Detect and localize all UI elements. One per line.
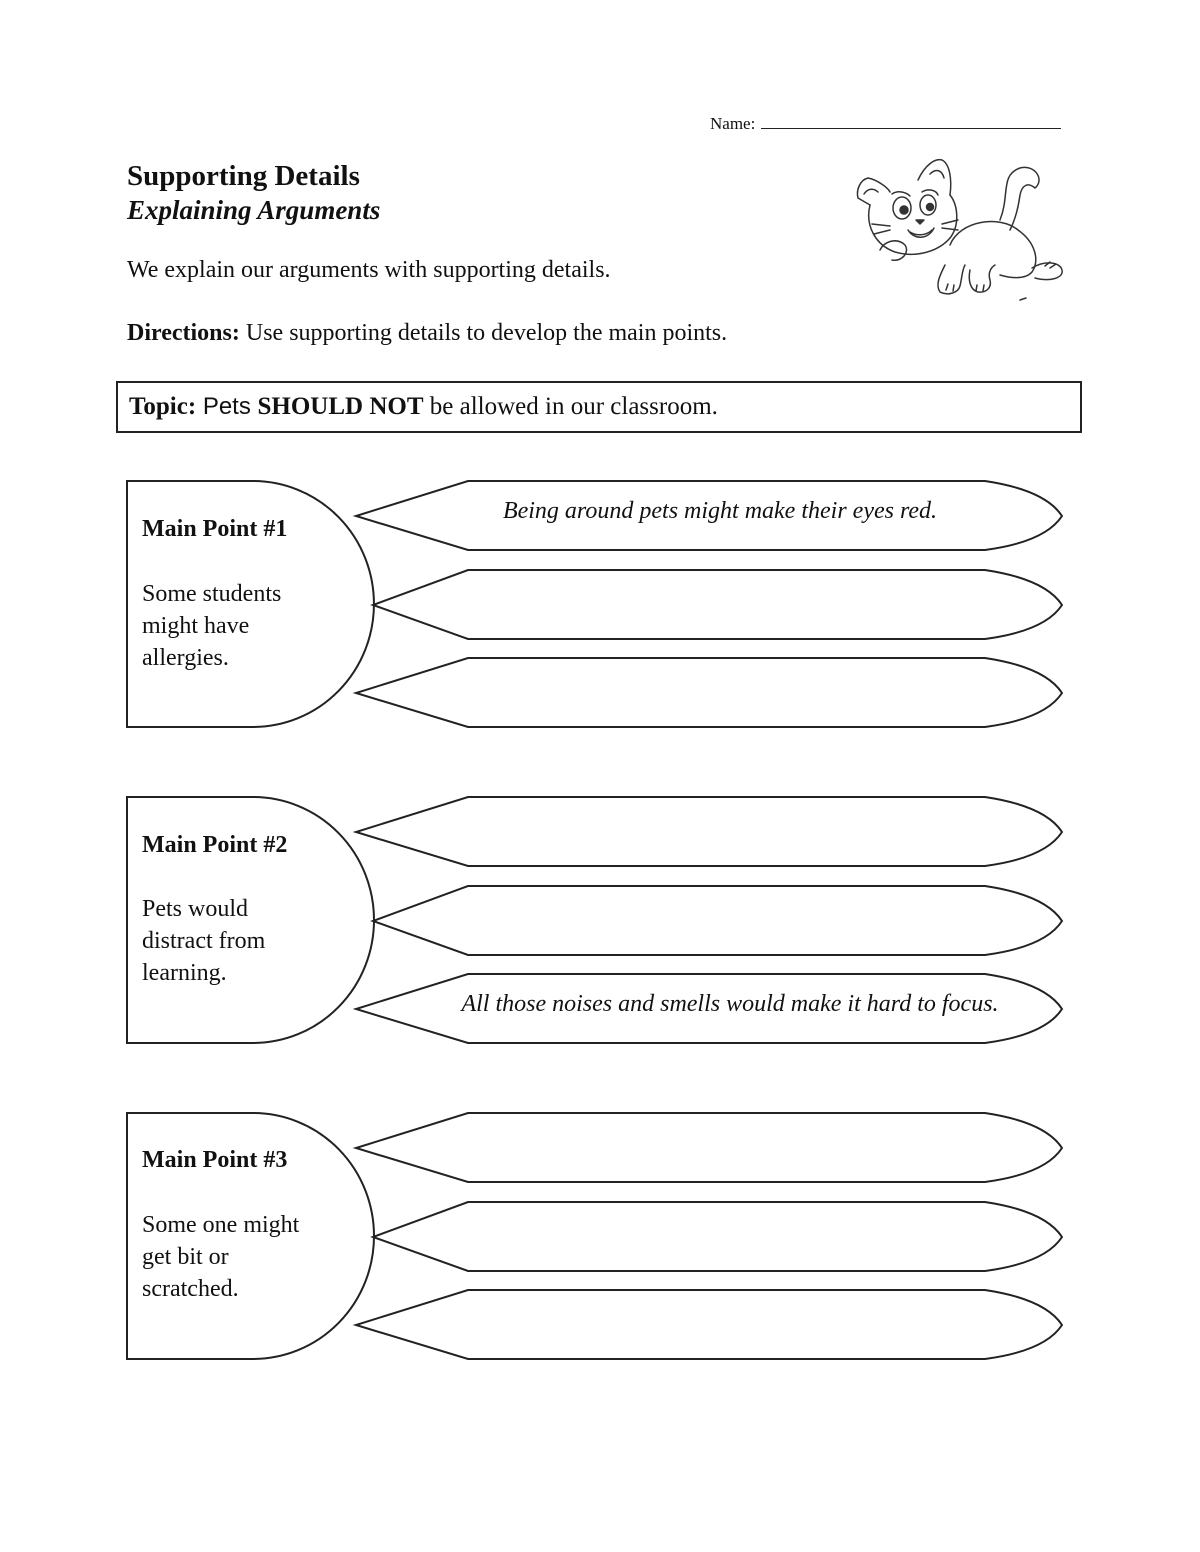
topic-text-1: Pets — [196, 393, 258, 420]
main-point-1-text — [142, 578, 332, 674]
detail-3-3-shape[interactable] — [356, 1290, 1062, 1359]
main-point-2-line-1: Pets would — [142, 896, 249, 922]
main-point-3-line-2: get bit or — [142, 1244, 229, 1270]
detail-3-1-shape[interactable] — [356, 1113, 1062, 1182]
main-point-2-title: Main Point #2 — [142, 832, 288, 858]
topic-text-2: be allowed in our classroom. — [423, 393, 718, 420]
detail-1-1-text[interactable]: Being around pets might make their eyes red. — [502, 498, 938, 524]
page-subtitle: Explaining Arguments — [127, 195, 381, 225]
page-title: Supporting Details — [127, 160, 360, 192]
detail-3-2-shape[interactable] — [373, 1202, 1062, 1271]
main-point-2-line-3: learning. — [142, 960, 227, 986]
main-point-1-title: Main Point #1 — [142, 516, 288, 542]
detail-1-2-shape[interactable] — [373, 570, 1062, 639]
detail-2-3-text[interactable]: All those noises and smells would make it hard to focus. — [461, 991, 999, 1017]
main-point-1-line-3: allergies. — [142, 645, 229, 671]
main-point-1-line-1: Some students — [142, 581, 282, 607]
detail-1-3-shape[interactable] — [356, 658, 1062, 727]
directions-label: Directions: — [127, 320, 240, 346]
main-point-3-title: Main Point #3 — [142, 1147, 288, 1173]
main-point-3-line-3: scratched. — [142, 1276, 239, 1302]
intro-text: We explain our arguments with supporting details. — [127, 257, 611, 283]
main-point-2-line-2: distract from — [142, 928, 266, 954]
directions-text: Use supporting details to develop the main points. — [239, 320, 728, 346]
name-label: Name: — [710, 114, 756, 133]
main-point-1-line-2: might have — [142, 613, 250, 639]
topic-emphasis: SHOULD NOT — [257, 393, 424, 420]
main-point-3-text — [142, 1209, 332, 1305]
detail-2-1-shape[interactable] — [356, 797, 1062, 866]
detail-2-2-shape[interactable] — [373, 886, 1062, 955]
main-point-2-text — [142, 893, 332, 989]
main-point-3-line-1: Some one might — [142, 1212, 300, 1238]
topic-label: Topic: — [129, 393, 197, 420]
